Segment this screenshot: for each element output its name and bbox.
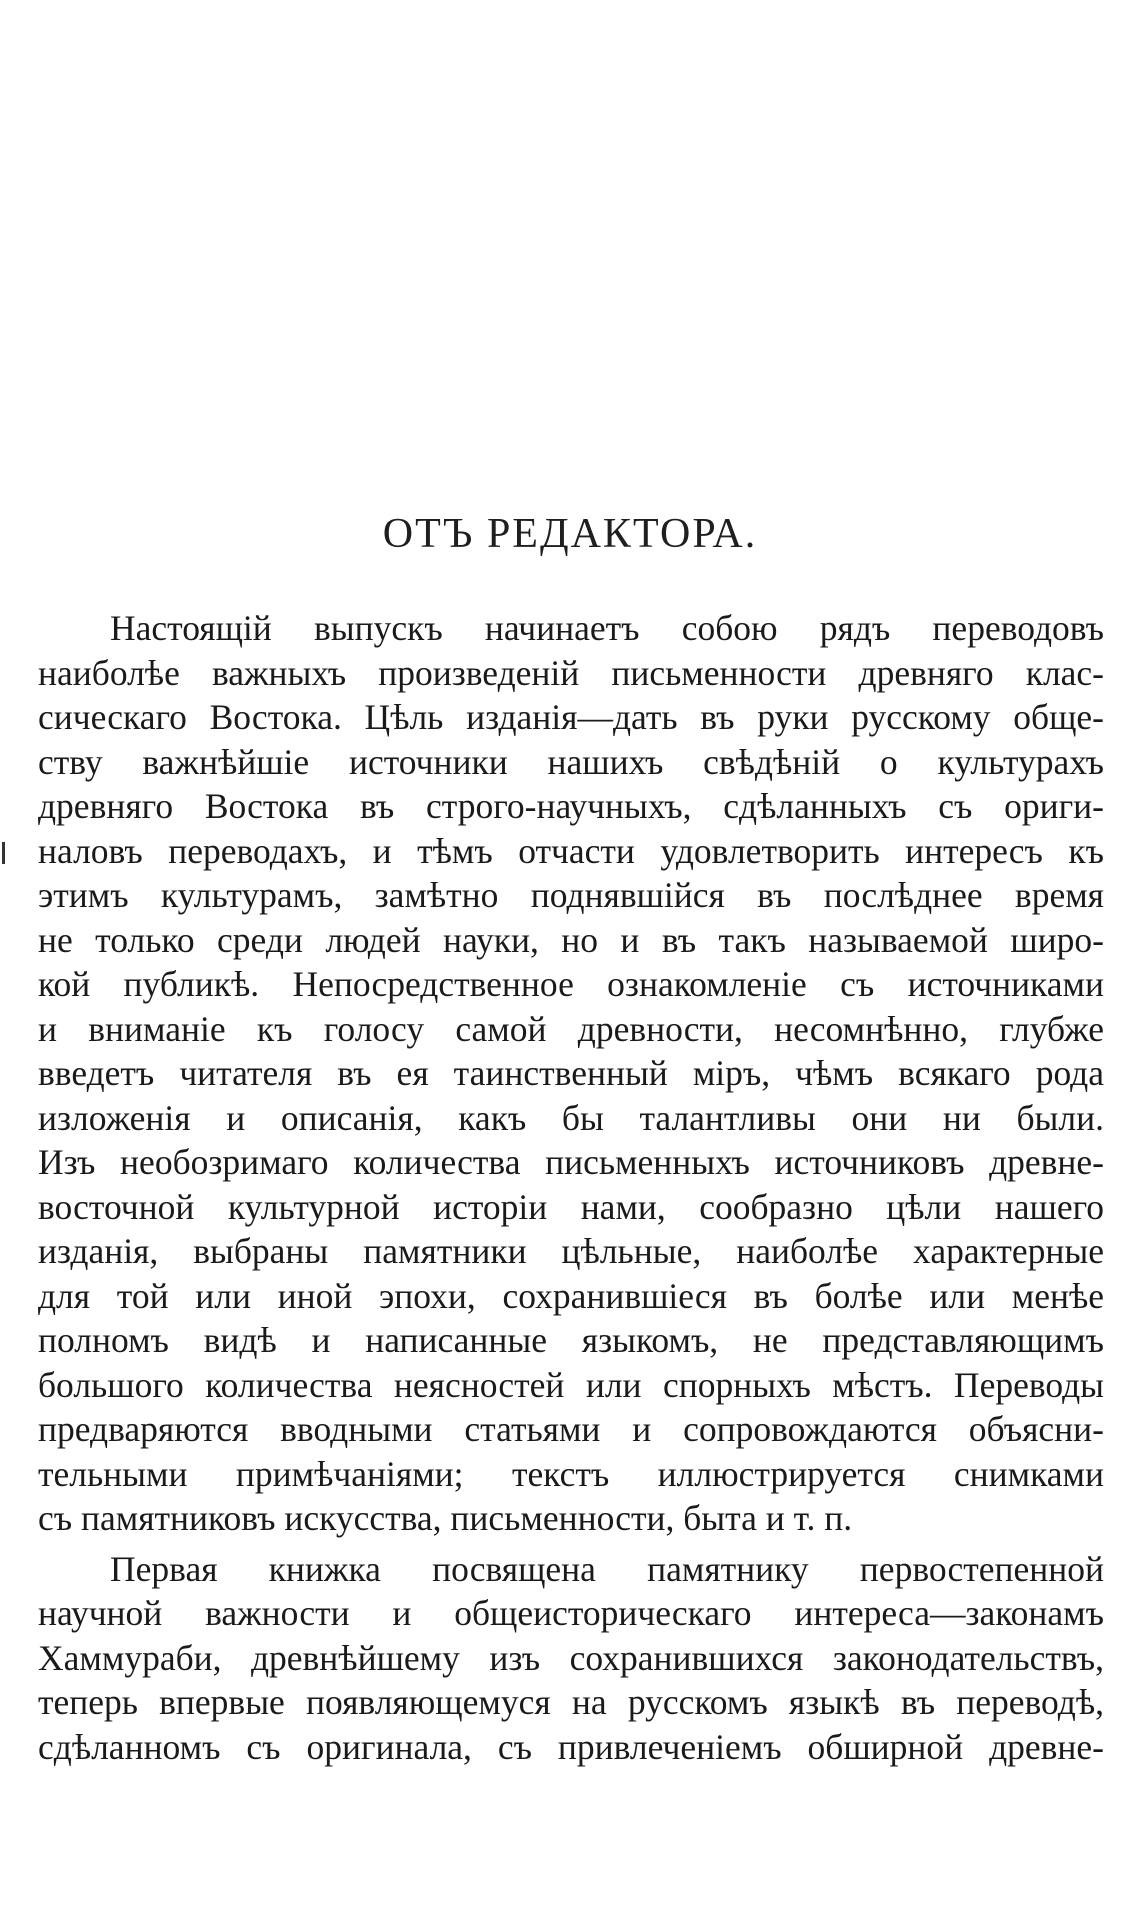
text-line: не только среди людей науки, но и въ такъ называемой широ- <box>38 919 1104 960</box>
text-line: ству важнѣйшіе источники нашихъ свѣдѣній о культурахъ <box>38 741 1104 782</box>
paragraph-2 <box>38 1547 1104 1770</box>
text-line: сическаго Востока. Цѣль изданія—дать въ руки русскому обще- <box>38 697 1104 737</box>
text-line: изданія, выбраны памятники цѣльные, наиболѣе характерные <box>38 1231 1104 1271</box>
text-line: тельными примѣчаніями; текстъ иллюстрируется снимками <box>38 1453 1104 1494</box>
text-line: предваряются вводными статьями и сопровождаются объясни- <box>38 1409 1104 1449</box>
text-line: восточной культурной исторіи нами, сообразно цѣли нашего <box>38 1186 1104 1227</box>
text-line: теперь впервые появляющемуся на русскомъ языкѣ въ переводѣ, <box>38 1682 1104 1722</box>
text-line: Изъ необозримаго количества письменныхъ источниковъ древне- <box>38 1142 1104 1182</box>
text-line: Настоящій выпускъ начинаетъ собою рядъ переводовъ <box>110 608 1104 648</box>
text-line: сдѣланномъ съ оригинала, съ привлеченіемъ обширной древне- <box>38 1726 1104 1767</box>
text-line: наловъ переводахъ, и тѣмъ отчасти удовлетворить интересъ къ <box>38 830 1104 871</box>
paragraph-1 <box>38 606 1104 1541</box>
text-line: наиболѣе важныхъ произведеній письменности древняго клас- <box>38 652 1104 693</box>
margin-mark <box>2 842 5 864</box>
text-line: для той или иной эпохи, сохранившіеся въ болѣе или менѣе <box>38 1275 1104 1316</box>
text-line: древняго Востока въ строго-научныхъ, сдѣланныхъ съ ориги- <box>38 786 1104 826</box>
text-line: Хаммураби, древнѣйшему изъ сохранившихся законодательствъ, <box>38 1637 1104 1678</box>
text-line: Первая книжка посвящена памятнику первостепенной <box>110 1548 1104 1589</box>
text-line: и вниманіе къ голосу самой древности, несомнѣнно, глубже <box>38 1008 1104 1049</box>
text-line: этимъ культурамъ, замѣтно поднявшійся въ послѣднее время <box>38 875 1104 915</box>
text-line: кой публикѣ. Непосредственное ознакомленіе съ источниками <box>38 964 1104 1004</box>
text-line: изложенія и описанія, какъ бы талантливы они ни были. <box>38 1097 1104 1138</box>
text-line: полномъ видѣ и написанные языкомъ, не представляющимъ <box>38 1320 1104 1360</box>
text-line: большого количества неясностей или спорныхъ мѣстъ. Переводы <box>38 1364 1104 1405</box>
page-title: ОТЪ РЕДАКТОРА. <box>382 511 758 557</box>
text-line: научной важности и общеисторическаго интереса—законамъ <box>38 1593 1104 1633</box>
text-line: съ памятниковъ искусства, письменности, быта и т. п. <box>38 1498 853 1538</box>
text-line: введетъ читателя въ ея таинственный міръ, чѣмъ всякаго рода <box>38 1053 1104 1093</box>
body-text <box>38 606 1104 1769</box>
